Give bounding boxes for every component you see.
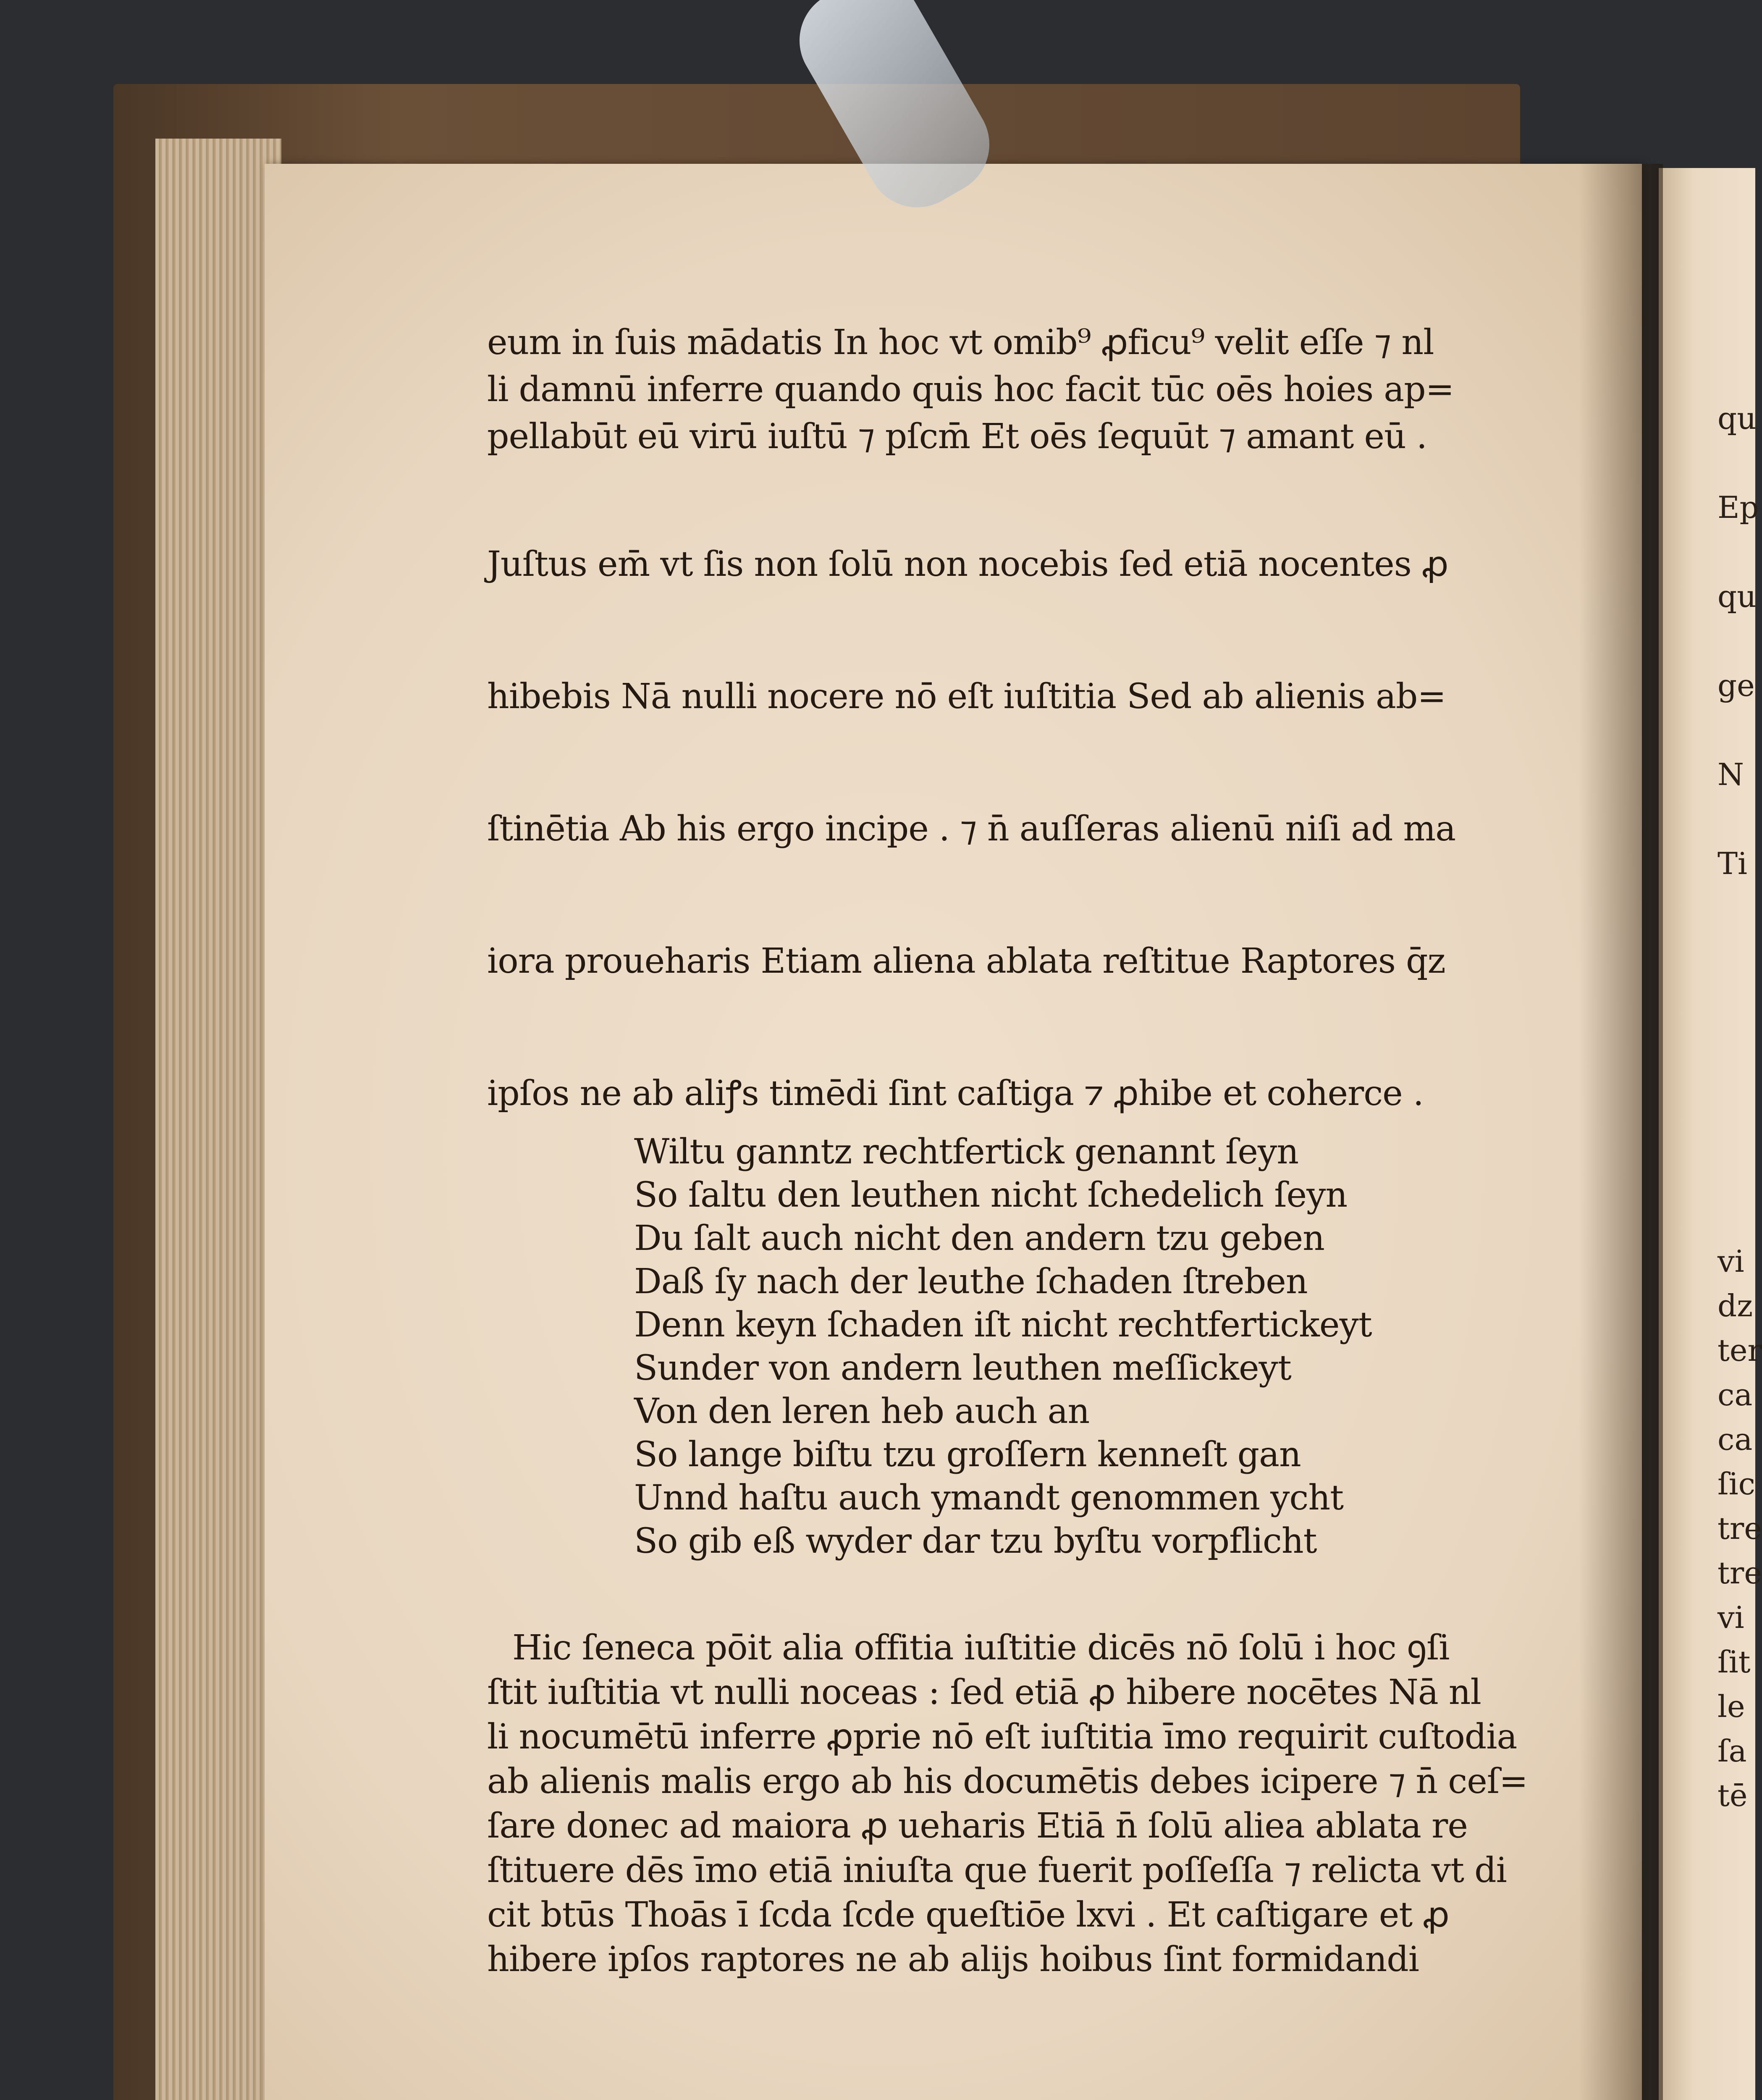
facing-fragment: tre [1717,1511,1762,1546]
commentary-paragraph [487,1626,1528,1982]
facing-fragment: ter [1717,1333,1762,1368]
paragraph-2 [487,498,1495,1160]
text-line: Juſtus em̄ vt ſis non ſolū non nocebis ſed etiā nocentes ꝓ [487,544,1448,584]
text-line: ſtit iuſtitia vt nulli noceas : ſed etiā ꝓ hibere nocētes Nā nl [487,1672,1481,1712]
facing-fragment: tre [1717,1555,1762,1591]
verse-line: Daß ſy nach der leuthe ſchaden ſtreben [634,1262,1308,1302]
verse-line: Denn keyn ſchaden iſt nicht rechtfertickeyt [634,1305,1372,1345]
facing-fragment: ca [1717,1422,1753,1457]
facing-fragment: ge [1717,668,1755,703]
text-line: li nocumētū inferre ꝓprie nō eſt iuſtitia īmo requirit cuſtodia [487,1717,1517,1757]
text-line: iora proueharis Etiam aliena ablata reſtitue Raptores q̄z [487,941,1445,981]
facing-fragment: tē [1717,1778,1748,1813]
text-line: ſtituere dēs īmo etiā iniuſta que fuerit poſſeſſa ⁊ relicta vt di [487,1851,1507,1890]
facing-fragment: le [1717,1689,1745,1724]
text-line: eum in ſuis mādatis In hoc vt omib⁹ ꝓficu⁹ velit eſſe ⁊ nl [487,323,1434,362]
text-line: ſare donec ad maiora ꝓ ueharis Etiā n̄ ſolū aliea ablata re [487,1806,1468,1846]
facing-fragment: Ep [1717,490,1759,525]
facing-fragment: qu [1717,579,1757,614]
verse-line: Unnd haſtu auch ymandt genommen ycht [634,1478,1344,1518]
text-line: ab alienis malis ergo ab his documētis debes icipere ⁊ n̄ ceſ= [487,1761,1528,1801]
verse-line: Von den leren heb auch an [634,1391,1090,1431]
book-gutter [1579,164,1663,2100]
text-line: Hic ſeneca pōit alia offitia iuſtitie dicēs nō ſolū i hoc ꝯſi [512,1628,1450,1668]
text-line: hibere ipſos raptores ne ab alijs hoibus ſint formidandi [487,1940,1419,1979]
german-verse [487,1130,1495,1563]
verse-line: Du ſalt auch nicht den andern tzu geben [634,1218,1324,1258]
verse-line: So gib eß wyder dar tzu byſtu vorpflicht [634,1521,1317,1561]
text-line: li damnū inferre quando quis hoc facit tūc oēs hoies ap= [487,370,1454,410]
facing-fragment: vi [1717,1600,1744,1635]
page-text [487,319,1528,1982]
facing-fragment: ca [1717,1377,1753,1412]
verse-line: So ſaltu den leuthen nicht ſchedelich ſeyn [634,1175,1348,1215]
text-line: ſtinētia Ab his ergo incipe . ⁊ n̄ auſſeras alienū niſi ad ma [487,809,1456,849]
verse-line: So lange biſtu tzu groſſern kenneſt gan [634,1435,1301,1475]
facing-fragment: dz [1717,1288,1753,1323]
paragraph-1 [487,319,1495,460]
facing-page-text-upper [1717,374,1759,908]
facing-fragment: vi [1717,1244,1744,1279]
text-line: cit btūs Thoās ī ſcda ſcde queſtiōe lxvi . Et caſtigare et ꝓ [487,1895,1449,1935]
text-line: ipſos ne ab aliꝭs timēdi ſint caſtiga ⁊ ꝓhibe et coherce . [487,1074,1424,1113]
text-line: pellabūt eū virū iuſtū ⁊ pſcm̄ Et oēs ſequūt ⁊ amant eū . [487,417,1427,457]
text-line: hibebis Nā nulli nocere nō eſt iuſtitia Sed ab alienis ab= [487,677,1446,717]
verse-line: Sunder von andern leuthen meſſickeyt [634,1348,1291,1388]
facing-fragment: ſa [1717,1733,1747,1769]
facing-fragment: Ti [1717,846,1748,881]
page-block-edges [155,139,281,2100]
facing-page-text-lower [1717,1239,1762,1818]
verse-line: Wiltu ganntz rechtfertick genannt ſeyn [634,1132,1299,1172]
facing-fragment: ſit [1717,1644,1751,1680]
facing-fragment: ſic [1717,1466,1755,1502]
facing-fragment: N [1717,757,1744,792]
facing-fragment: qu [1717,401,1757,436]
